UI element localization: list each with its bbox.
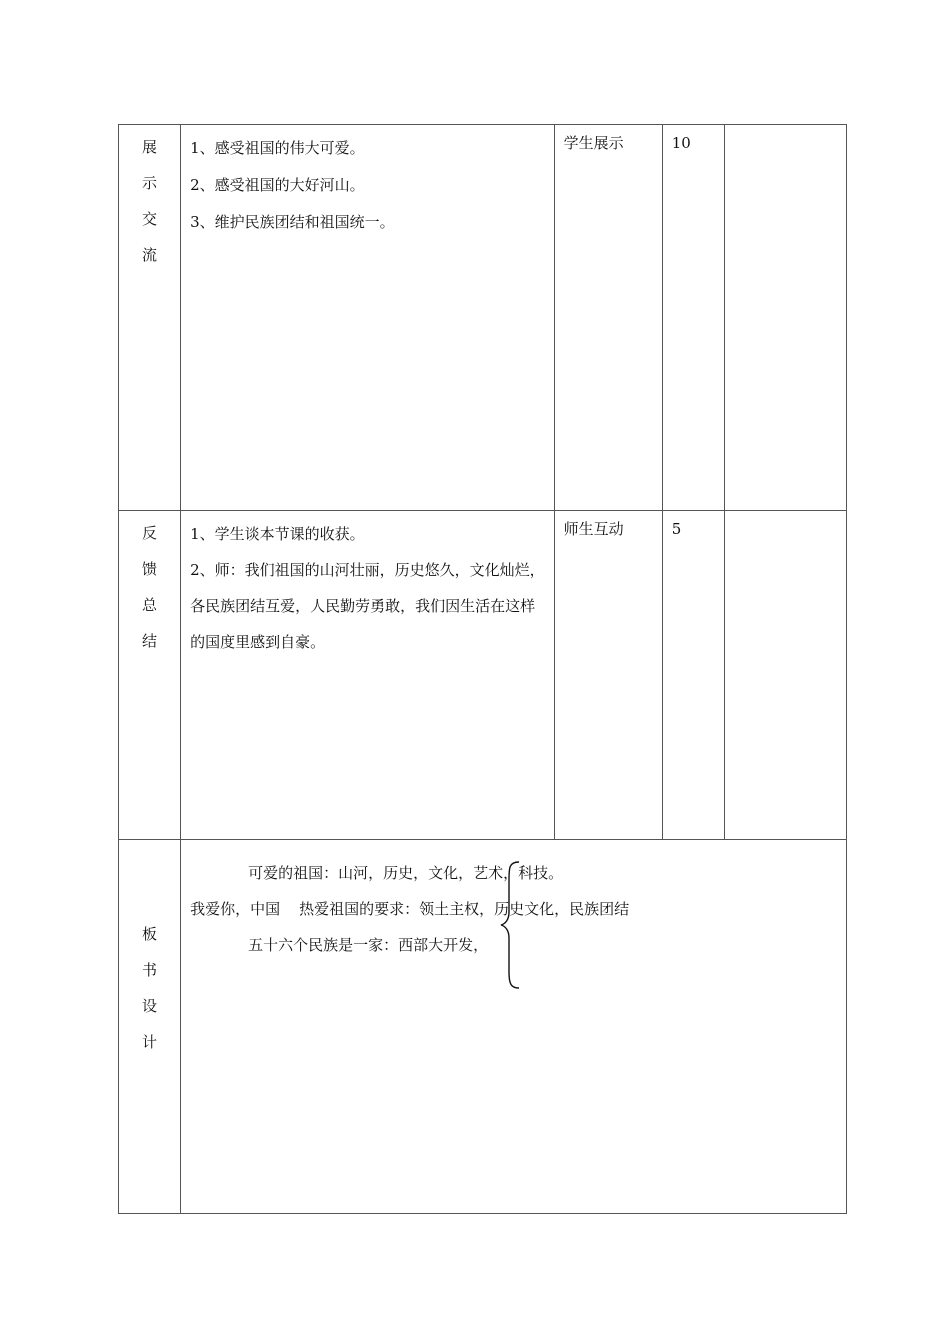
note-cell <box>724 125 846 511</box>
board-line-3: 五十六个民族是一家：西部大开发， <box>248 936 489 954</box>
board-design-area <box>181 840 847 1214</box>
content-line: 1、学生谈本节课的收获。 <box>190 525 365 543</box>
content-line: 3、维护民族团结和祖国统一。 <box>190 213 395 231</box>
note-cell <box>724 511 846 840</box>
time-cell: 5 <box>662 511 724 840</box>
table-row <box>119 125 847 511</box>
content-line: 2、师：我们祖国的山河壮丽，历史悠久，文化灿烂，各民族团结互爱，人民勤劳勇敢，我们因生活在这样的国度里感到自豪。 <box>190 561 545 651</box>
board-line-1: 可爱的祖国：山河，历史，文化，艺术，科技。 <box>248 864 564 882</box>
lesson-plan-table <box>118 124 847 1214</box>
table-row <box>119 840 847 1214</box>
method-cell: 学生展示 <box>554 125 662 511</box>
section-label-board: 板 书 设 计 <box>119 840 181 1214</box>
section-label-summary: 反 馈 总 结 <box>119 511 181 840</box>
section-content-summary <box>181 511 555 840</box>
method-cell: 师生互动 <box>554 511 662 840</box>
board-line-2-left: 我爱你，中国 <box>190 900 281 918</box>
table-row <box>119 511 847 840</box>
time-cell: 10 <box>662 125 724 511</box>
board-line-2-right: 热爱祖国的要求：领土主权，历史文化，民族团结 <box>299 900 630 918</box>
content-line: 2、感受祖国的大好河山。 <box>190 176 365 194</box>
section-content-display <box>181 125 555 511</box>
section-label-display: 展 示 交 流 <box>119 125 181 511</box>
curly-brace-icon <box>499 860 523 990</box>
content-line: 1、感受祖国的伟大可爱。 <box>190 139 365 157</box>
